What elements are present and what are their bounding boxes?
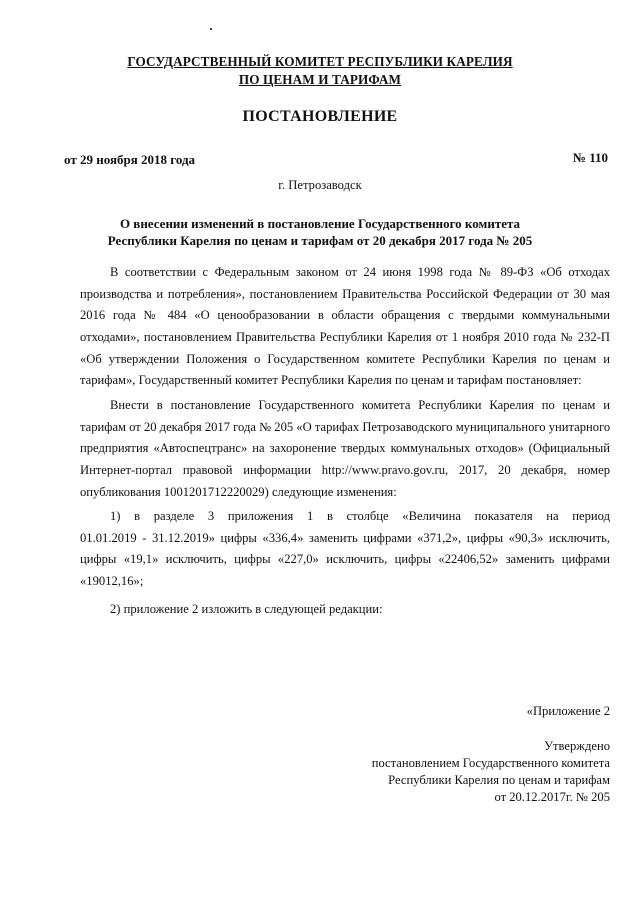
org-name-line2: ПО ЦЕНАМ И ТАРИФАМ <box>238 72 402 87</box>
paragraph-1-line: отходами», постановлением Правительства Республики Карелия от 1 ноября 2010 года № 232-П <box>80 330 610 345</box>
paragraph-3-line: цифры «19,1» исключить, цифры «227,0» исключить, цифры «22406,52» заменить цифрами <box>80 552 610 567</box>
paragraph-2-line: тарифам от 20 декабря 2017 года № 205 «О тарифах Петрозаводского муниципального унитарного <box>80 419 611 434</box>
paragraph-1-line: «Об утверждении Положения о Государственном комитете Республики Карелия по ценам и <box>80 351 610 366</box>
doc-number: № 110 <box>572 150 608 165</box>
paragraph-1-line: 2016 года № 484 «О ценообразовании в области обращения с твердыми коммунальными <box>80 308 610 323</box>
appendix-line3: от 20.12.2017г. № 205 <box>494 790 610 804</box>
subject-line1: О внесении изменений в постановление Государственного комитета <box>119 216 521 231</box>
appendix-line2: Республики Карелия по ценам и тарифам <box>388 773 610 787</box>
paragraph-2-line: опубликования 1001201712220029) следующие изменения: <box>80 484 397 499</box>
subject-line2: Республики Карелия по ценам и тарифам от 20 декабря 2017 года № 205 <box>107 233 533 248</box>
paragraph-3-line: «19012,16»; <box>80 574 144 589</box>
paragraph-2-line: Внести в постановление Государственного комитета Республики Карелия по ценам и <box>110 398 610 412</box>
paragraph-1-line: производства и потребления», постановлением Правительства Российской Федерации от 30 мая <box>80 286 610 301</box>
paragraph-4: 2) приложение 2 изложить в следующей редакции: <box>110 602 383 616</box>
paragraph-1-line: В соответствии с Федеральным законом от 24 июня 1998 года № 89-ФЗ «Об отходах <box>110 265 610 279</box>
doc-date: от 29 ноября 2018 года <box>64 152 196 167</box>
scan-speck <box>210 28 212 30</box>
doc-type-title: ПОСТАНОВЛЕНИЕ <box>242 108 398 125</box>
paragraph-3-line: 01.01.2019 - 31.12.2019» цифры «336,4» заменить цифрами «371,2», цифры «90,3» исключить, <box>80 530 610 545</box>
appendix-label: «Приложение 2 <box>526 704 610 718</box>
paragraph-2 <box>80 395 610 503</box>
city: г. Петрозаводск <box>278 178 362 192</box>
paragraph-3-line: 1) в разделе 3 приложения 1 в столбце «Величина показателя на период <box>110 509 610 523</box>
paragraph-3 <box>80 506 610 593</box>
paragraph-1-line: тарифам», Государственный комитет Республики Карелия по ценам и тарифам постановляет: <box>80 373 582 388</box>
appendix-approved: Утверждено <box>544 739 610 753</box>
paragraph-1 <box>80 262 610 392</box>
appendix-line1: постановлением Государственного комитета <box>371 756 610 770</box>
org-name-line1: ГОСУДАРСТВЕННЫЙ КОМИТЕТ РЕСПУБЛИКИ КАРЕЛИЯ <box>127 54 513 69</box>
paragraph-2-line: предприятия «Автоспецтранс» на захоронение твердых коммунальных отходов» (Официальный <box>80 441 610 456</box>
paragraph-2-line: Интернет-портал правовой информации http://www.pravo.gov.ru, 2017, 20 декабря, номер <box>80 463 610 478</box>
